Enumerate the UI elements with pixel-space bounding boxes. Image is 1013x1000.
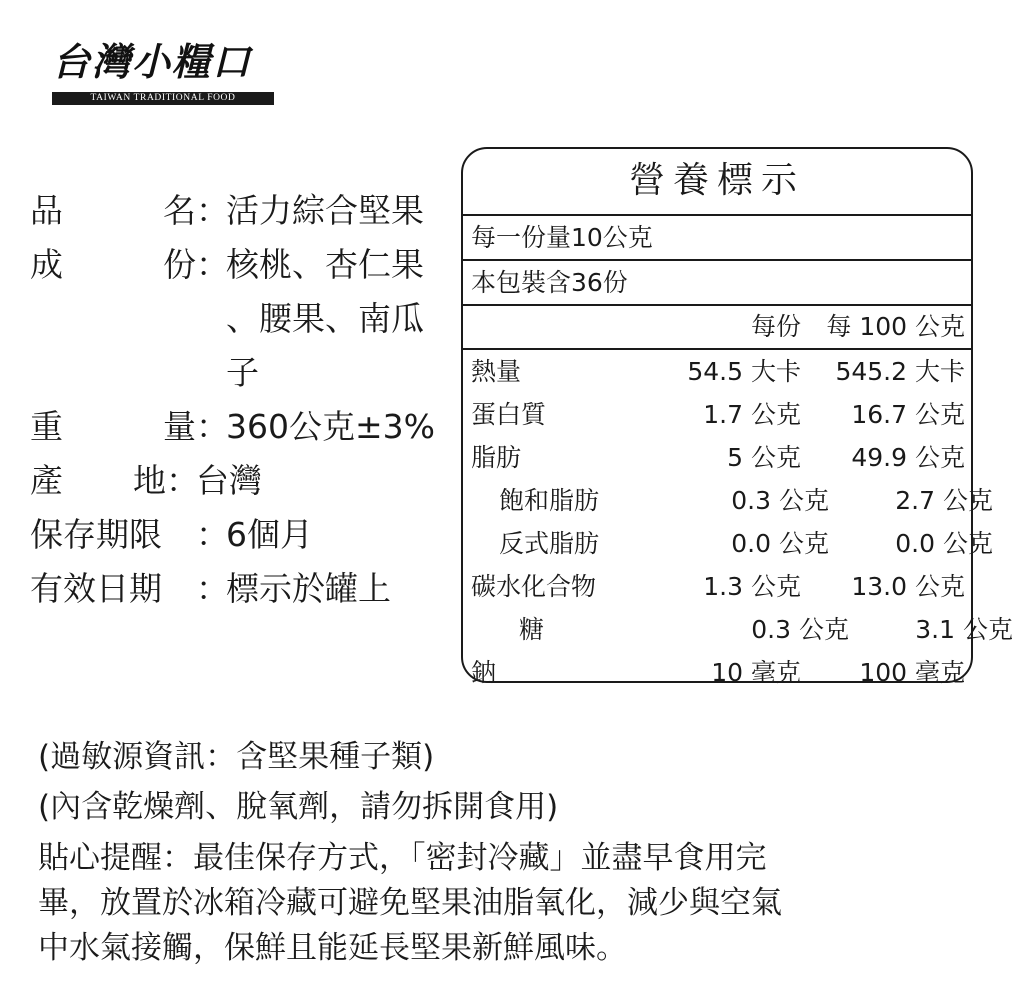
serving-size: 每一份量10公克 [463,216,971,261]
nutrition-title: 營養標示 [463,149,971,216]
product-name-row: 品 名 ： 活力綜合堅果 [30,184,440,238]
reminder-line-2: 畢，放置於冰箱冷藏可避免堅果油脂氧化，減少與空氣 [38,885,782,921]
brand-logo [52,40,274,105]
servings-per-package: 本包裝含36份 [463,261,971,306]
nutrition-header-row [463,306,971,350]
nutrition-row-trans-fat: 反式脂肪 0.0 公克 0.0 公克 [499,529,993,558]
weight-label: 重 量 [30,407,196,446]
nutrition-row-fat: 脂肪 5 公克 49.9 公克 [471,443,965,472]
allergen-note: (過敏源資訊：含堅果種子類) [38,739,435,775]
notes-section [38,732,938,971]
ingredients-label: 成 份 [30,245,196,284]
col-per-serving: 每份 [750,312,801,341]
shelf-life-row: 保存期限 ： 6個月 [30,508,440,562]
product-name-label: 品 名 [30,191,196,230]
ingredients-row: 成 份 ： 核桃、杏仁果 [30,238,440,292]
nutrition-row-protein: 蛋白質 1.7 公克 16.7 公克 [471,400,965,429]
reminder-line-3: 中水氣接觸，保鮮且能延長堅果新鮮風味。 [38,930,627,966]
product-info [30,184,440,616]
ingredients-value-line-1: 核桃、杏仁果 [226,245,424,284]
desiccant-note: (內含乾燥劑、脫氧劑，請勿拆開食用) [38,789,559,825]
weight-value: 360公克±3% [226,407,435,446]
expiry-label: 有效日期 [30,569,162,608]
nutrition-facts-table [461,147,1013,687]
origin-row: 產 地 ： 台灣 [30,454,440,508]
ingredients-value-line-2: 、腰果、南瓜 [226,299,424,338]
ingredients-value-line-3: 子 [226,353,259,392]
logo-subtitle: TAIWAN TRADITIONAL FOOD [52,92,274,105]
logo-title: 台灣小糧口 [52,39,253,84]
nutrition-row-energy: 熱量 54.5 大卡 545.2 大卡 [471,357,965,386]
nutrition-row-sodium: 鈉 10 毫克 100 毫克 [471,658,965,687]
shelf-life-value: 6個月 [226,515,313,554]
nutrition-row-sugar: 糖 0.3 公克 3.1 公克 [519,615,1013,644]
origin-value: 台灣 [196,461,262,500]
nutrition-row-saturated-fat: 飽和脂肪 0.3 公克 2.7 公克 [499,486,993,515]
storage-reminder [38,836,938,971]
shelf-life-label: 保存期限 [30,515,162,554]
product-name-value: 活力綜合堅果 [226,191,424,230]
expiry-row: 有效日期 ： 標示於罐上 [30,562,440,616]
expiry-value: 標示於罐上 [226,569,391,608]
weight-row: 重 量 ： 360公克±3% [30,400,440,454]
reminder-line-1: 貼心提醒：最佳保存方式，「密封冷藏」並盡早食用完 [38,840,767,876]
origin-label: 產 地 [30,461,166,500]
col-per-100g: 每 100 公克 [826,312,965,341]
nutrition-row-carbohydrate: 碳水化合物 1.3 公克 13.0 公克 [471,572,965,601]
